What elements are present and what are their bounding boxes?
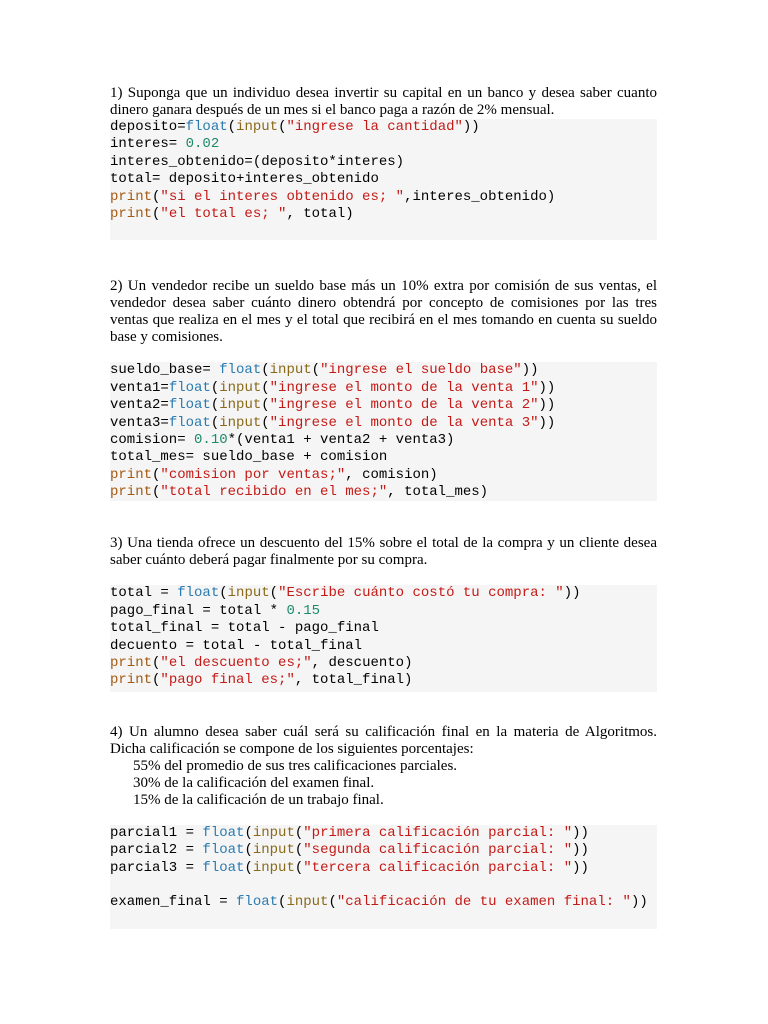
code-line: [110, 397, 657, 414]
code-line: [110, 603, 657, 620]
code-token: (: [152, 655, 161, 672]
code-line: [110, 154, 657, 171]
code-token: (: [261, 414, 270, 431]
code-token: )): [538, 414, 556, 431]
code-token: print: [110, 188, 153, 205]
problem-2-text: 2) Un vendedor recibe un sueldo base más un 10% extra por comisión de sus ventas, el vendedor desea saber cuánto dinero obtendrá por concepto de comisiones por las tres ventas que realiza en el mes y el total que recibirá en el mes tomando en cuenta su sueldo base y comisiones.: [110, 278, 657, 346]
code-token: "si el interes obtenido es; ": [160, 188, 405, 205]
code-token: (: [152, 466, 161, 483]
code-line: [110, 655, 657, 672]
code-token: (: [152, 188, 161, 205]
code-block-4: [110, 825, 657, 929]
code-token: total_mes= sueldo_base + comision: [110, 449, 388, 466]
code-token: (: [261, 379, 270, 396]
code-token: )): [538, 379, 556, 396]
code-token: float: [168, 397, 211, 414]
code-token: (: [152, 205, 161, 222]
code-token: input: [252, 842, 295, 859]
code-token: "total recibido en el mes;": [160, 484, 388, 501]
code-token: (: [269, 585, 279, 602]
code-token: , total): [286, 205, 354, 222]
code-line: [110, 380, 657, 397]
code-token: print: [110, 466, 153, 483]
code-token: (: [152, 672, 161, 689]
code-line: [110, 620, 657, 637]
code-token: print: [110, 655, 153, 672]
code-line: [110, 877, 657, 894]
code-line: [110, 825, 657, 842]
code-line: [110, 415, 657, 432]
code-token: input: [219, 379, 262, 396]
code-token: , total_final): [294, 672, 413, 689]
code-token: "tercera calificación parcial: ": [303, 859, 573, 876]
code-token: float: [236, 894, 279, 911]
code-token: (: [294, 859, 304, 876]
code-token: ,interes_obtenido): [404, 188, 556, 205]
code-token: , total_mes): [387, 484, 489, 501]
code-token: "calificación de tu examen final: ": [336, 894, 631, 911]
code-block-2: [110, 362, 657, 501]
code-token: float: [168, 414, 211, 431]
code-token: (: [210, 379, 220, 396]
document-page: [110, 85, 657, 929]
code-token: 0.15: [286, 602, 321, 619]
code-token: parcial1 =: [110, 824, 203, 841]
code-line: [110, 432, 657, 449]
code-token: )): [538, 397, 556, 414]
code-token: )): [462, 119, 480, 135]
code-token: (: [328, 894, 337, 911]
code-token: (: [219, 585, 228, 602]
code-token: venta3=: [110, 414, 169, 431]
code-token: "segunda calificación parcial: ": [303, 842, 573, 859]
code-token: "ingrese el monto de la venta 2": [269, 397, 539, 414]
code-token: pago_final = total *: [110, 602, 287, 619]
code-token: float: [202, 859, 245, 876]
code-line: [110, 206, 657, 223]
code-token: input: [252, 824, 295, 841]
code-token: comision=: [110, 431, 195, 448]
code-token: venta2=: [110, 397, 169, 414]
code-line: [110, 894, 657, 911]
code-token: examen_final =: [110, 894, 237, 911]
code-token: (: [278, 119, 287, 135]
code-token: input: [219, 397, 262, 414]
code-token: decuento = total - total_final: [110, 637, 363, 654]
problem-3-text: 3) Una tienda ofrece un descuento del 15% sobre el total de la compra y un cliente desea saber cuánto deberá pagar finalmente por su compra.: [110, 535, 657, 569]
percentage-item: 30% de la calificación del examen final.: [133, 774, 375, 791]
code-token: (: [294, 842, 304, 859]
code-line: [110, 672, 657, 689]
code-token: interes=: [110, 136, 186, 153]
code-token: print: [110, 205, 153, 222]
code-token: print: [110, 672, 153, 689]
code-token: (: [294, 824, 304, 841]
code-line: [110, 585, 657, 602]
code-token: total_final = total - pago_final: [110, 620, 379, 637]
code-token: input: [252, 859, 295, 876]
code-token: , descuento): [311, 655, 413, 672]
code-token: "Escribe cuánto costó tu compra: ": [278, 585, 564, 602]
code-token: input: [286, 894, 329, 911]
code-line: [110, 842, 657, 859]
code-token: float: [202, 842, 245, 859]
code-token: total= deposito+interes_obtenido: [110, 171, 379, 188]
code-token: float: [168, 379, 211, 396]
code-token: )): [630, 894, 648, 911]
code-token: "pago final es;": [160, 672, 295, 689]
code-token: (: [244, 824, 253, 841]
code-token: (: [227, 119, 237, 135]
code-line: [110, 638, 657, 655]
code-token: (: [244, 859, 253, 876]
code-token: input: [236, 119, 279, 135]
code-line: [110, 189, 657, 206]
code-line: [110, 171, 657, 188]
code-token: 0.02: [185, 136, 220, 153]
code-token: (: [261, 397, 270, 414]
code-token: total =: [110, 585, 178, 602]
percentage-item: 15% de la calificación de un trabajo final.: [133, 791, 384, 808]
code-line: [110, 136, 657, 153]
code-line: [110, 362, 657, 379]
code-token: "ingrese la cantidad": [286, 119, 463, 135]
code-token: "ingrese el monto de la venta 3": [269, 414, 539, 431]
code-token: *(venta1 + venta2 + venta3): [227, 431, 455, 448]
code-token: parcial3 =: [110, 859, 203, 876]
code-line: [110, 484, 657, 501]
code-line: [110, 449, 657, 466]
code-token: input: [269, 362, 312, 379]
code-token: "comision por ventas;": [160, 466, 346, 483]
code-token: 0.10: [194, 431, 228, 448]
code-line: [110, 467, 657, 484]
code-token: (: [210, 414, 220, 431]
code-token: "ingrese el monto de la venta 1": [269, 379, 539, 396]
problem-1-text: 1) Suponga que un individuo desea invertir su capital en un banco y desea saber cuanto dinero ganara después de un mes si el banco paga a razón de 2% mensual.: [110, 85, 657, 118]
code-token: (: [278, 894, 287, 911]
code-token: )): [572, 859, 589, 876]
code-token: (: [152, 484, 161, 501]
code-token: float: [177, 585, 220, 602]
code-token: "primera calificación parcial: ": [303, 824, 573, 841]
code-token: float: [219, 362, 262, 379]
code-token: (: [311, 362, 321, 379]
code-token: "el descuento es;": [160, 655, 312, 672]
code-token: , comision): [345, 466, 438, 483]
code-token: )): [521, 362, 539, 379]
code-token: "ingrese el sueldo base": [320, 362, 522, 379]
code-token: parcial2 =: [110, 842, 203, 859]
problem-4-text: 4) Un alumno desea saber cuál será su calificación final en la materia de Algoritmos. Dicha calificación se compone de los siguientes porcentajes:: [110, 723, 657, 757]
code-token: sueldo_base=: [110, 362, 220, 379]
code-line: [110, 119, 657, 136]
code-token: venta1=: [110, 379, 169, 396]
code-token: (: [210, 397, 220, 414]
code-token: )): [563, 585, 581, 602]
code-token: interes_obtenido=(deposito*interes): [110, 153, 405, 170]
percentage-item: 55% del promedio de sus tres calificaciones parciales.: [133, 757, 458, 774]
code-token: (: [261, 362, 270, 379]
code-token: float: [202, 824, 245, 841]
code-token: )): [572, 842, 589, 859]
code-line: [110, 860, 657, 877]
code-token: input: [219, 414, 262, 431]
code-block-3: [110, 585, 657, 691]
code-token: )): [572, 824, 589, 841]
code-token: print: [110, 484, 153, 501]
code-token: float: [185, 119, 228, 135]
code-token: input: [227, 585, 270, 602]
code-token: deposito=: [110, 119, 186, 135]
code-block-1: [110, 119, 657, 240]
code-token: "el total es; ": [160, 205, 287, 222]
code-token: (: [244, 842, 253, 859]
